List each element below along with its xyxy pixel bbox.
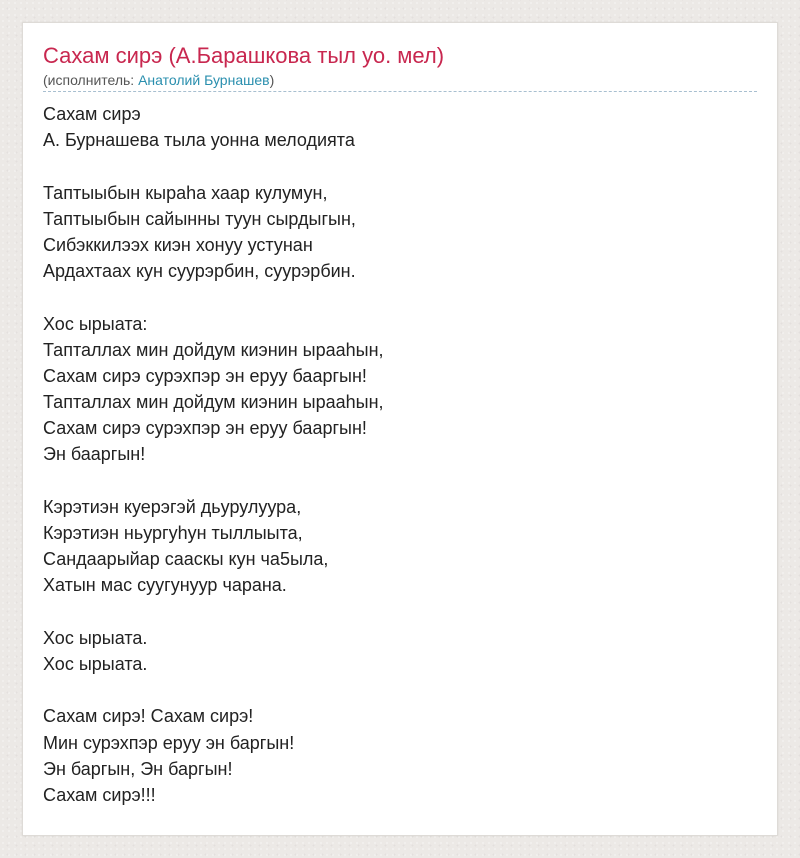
lyrics-line: Таптыыбын сайынны туун сырдыгын,: [43, 208, 356, 229]
lyrics-line: Сахам сирэ! Сахам сирэ!: [43, 706, 254, 727]
performer-line: [43, 71, 757, 92]
lyrics-line: Эн бааргын!: [43, 444, 146, 465]
performer-prefix: (исполнитель:: [43, 72, 139, 88]
song-title: Сахам сирэ (А.Барашкова тыл уо. мел): [43, 43, 445, 68]
lyrics-line: Ардахтаах кун суурэрбин, суурэрбин.: [43, 261, 356, 282]
lyrics-line: Хос ырыата:: [43, 313, 148, 334]
lyrics-text: [43, 101, 757, 808]
lyrics-line: Тапталлах мин дойдум киэнин ыраahын,: [43, 339, 384, 360]
lyrics-line: Сахам сирэ сурэхпэр эн ерyy бааргын!: [43, 418, 367, 439]
lyrics-blank-line: [43, 284, 757, 310]
lyrics-line: Кэрэтиэн ньургуhун тыллыыта,: [43, 523, 303, 543]
lyrics-line: Сандаарыйар сааскы кун ча5ыла,: [43, 549, 329, 570]
lyrics-blank-line: [43, 599, 757, 625]
lyrics-line: Сахам сирэ: [43, 104, 141, 124]
lyrics-line: Сибэккилээх киэн хонуу устунан: [43, 234, 313, 255]
lyrics-blank-line: [43, 677, 757, 703]
lyrics-blank-line: [43, 153, 757, 179]
lyrics-line: Таптыыбын кыраhа хаар кулумун,: [43, 182, 328, 203]
lyrics-line: Кэрэтиэн куерэгэй дьурулуура,: [43, 496, 302, 517]
lyrics-line: Мин сурэхпэр ерyy эн баргын!: [43, 732, 295, 753]
lyrics-blank-line: [43, 468, 757, 494]
lyrics-line: Хос ырыата.: [43, 653, 148, 674]
performer-link[interactable]: Анатолий Бурнашев: [138, 72, 270, 88]
lyrics-line: Сахам сирэ сурэхпэр эн ерyy бааргын!: [43, 365, 367, 386]
lyrics-line: Эн баргын, Эн баргын!: [43, 758, 233, 779]
lyrics-line: Хос ырыата.: [43, 627, 148, 648]
performer-suffix: ): [269, 72, 275, 88]
lyrics-card: [22, 22, 778, 836]
lyrics-line: Сахам сирэ!!!: [43, 784, 156, 805]
lyrics-line: А. Бурнашева тыла уонна мелодията: [43, 130, 355, 151]
lyrics-line: Хатын мас суугунуур чарана.: [43, 575, 287, 596]
lyrics-line: Тапталлах мин дойдум киэнин ыраahын,: [43, 392, 384, 413]
